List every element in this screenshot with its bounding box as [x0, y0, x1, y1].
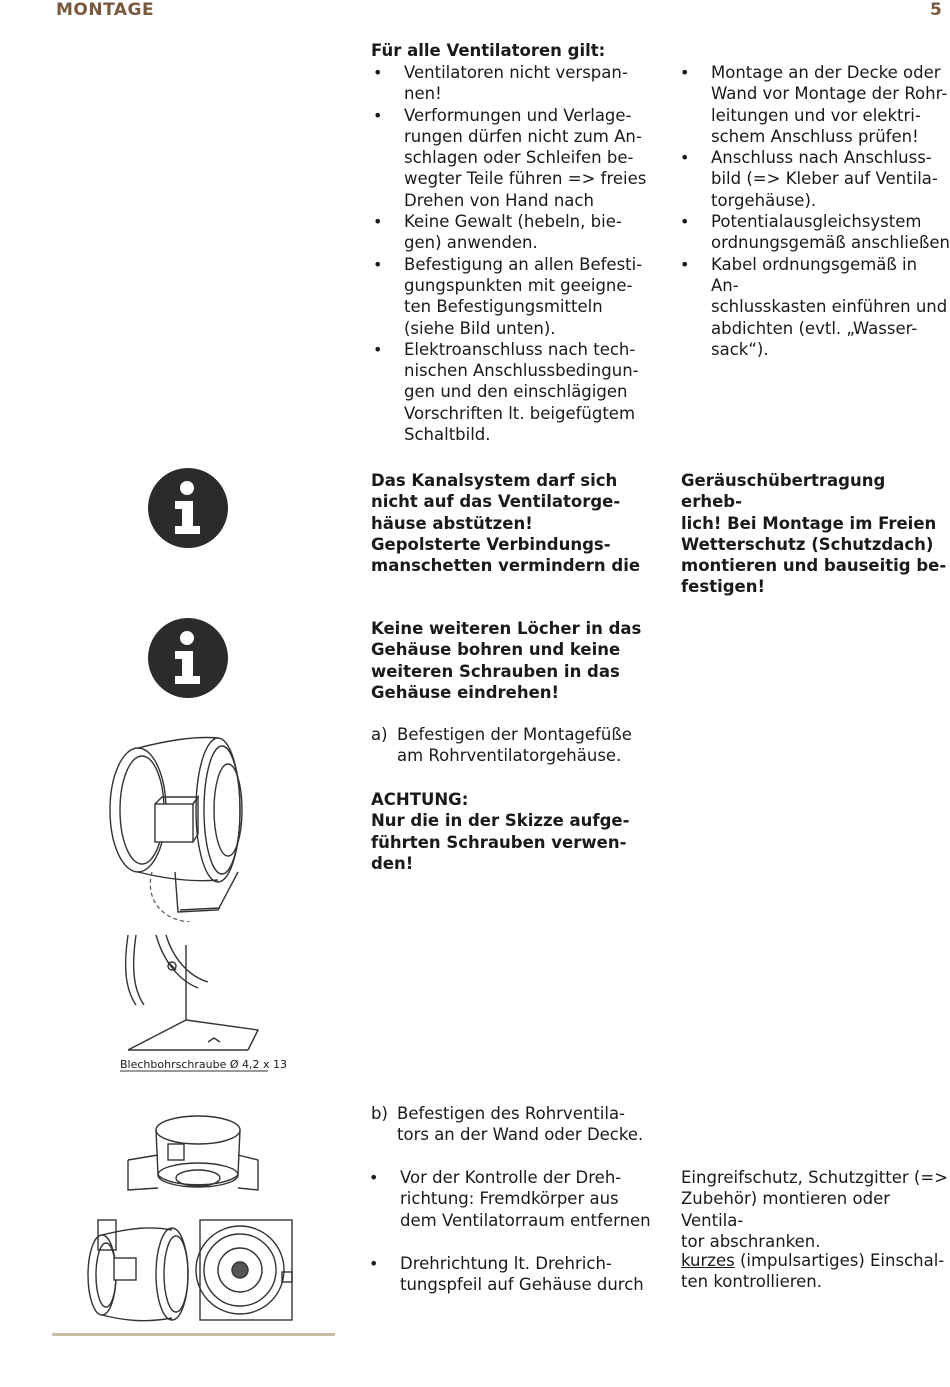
note2	[371, 618, 671, 703]
text-line: (siehe Bild unten).	[404, 318, 556, 338]
text-line: nicht auf das Ventilatorge-	[371, 492, 621, 512]
text-line: schlagen oder Schleifen be-	[404, 148, 634, 168]
text-line: richtung: Fremdkörper aus	[400, 1189, 619, 1209]
text-line: schem Anschluss prüfen!	[711, 126, 919, 146]
text-line: weiteren Schrauben in das	[371, 661, 620, 681]
text-line: ordnungsgemäß anschließen	[711, 233, 950, 253]
text-line: • Elektroanschluss nach tech-	[404, 339, 636, 359]
general-list-col2	[678, 62, 950, 360]
text-line: Vorschriften lt. beigefügtem	[404, 403, 636, 423]
text-line: bild (=> Kleber auf Ventila-	[711, 169, 938, 189]
note1-col2	[681, 470, 950, 598]
text-line: Eingreifschutz, Schutzgitter (=>	[681, 1168, 948, 1187]
fan-wall-mount-figure	[80, 1100, 300, 1330]
text-line: nischen Anschlussbedingun-	[404, 361, 639, 381]
text-line: Drehen von Hand nach	[404, 190, 594, 210]
text-line: tungspfeil auf Gehäuse durch	[400, 1275, 644, 1295]
text-line: gen und den einschlägigen	[404, 382, 628, 402]
text-line: Zubehör) montieren oder Ventila-	[681, 1189, 891, 1230]
text-line: montieren und bauseitig be-	[681, 556, 947, 576]
info-icon	[148, 618, 228, 698]
step-a	[371, 724, 671, 767]
text-line: Wand vor Montage der Rohr-	[711, 84, 948, 104]
text-line: • Kabel ordnungsgemäß in An-	[711, 254, 918, 295]
text-line: • Keine Gewalt (hebeln, bie-	[404, 212, 622, 232]
list-item	[371, 62, 661, 105]
text-line: • Anschluss nach Anschluss-	[711, 148, 932, 168]
text-line: wegter Teile führen => freies	[404, 169, 647, 189]
text-line: leitungen und vor elektri-	[711, 105, 921, 125]
text-line: am Rohrventilatorgehäuse.	[397, 746, 622, 766]
list-item	[371, 339, 661, 445]
text-line: Gehäuse bohren und keine	[371, 640, 621, 660]
text-line: tors an der Wand oder Decke.	[397, 1125, 644, 1145]
text-line: nen!	[404, 84, 442, 104]
screw-detail-figure	[108, 930, 268, 1075]
step-b-bullet-2	[364, 1253, 664, 1296]
text-line: • Befestigung an allen Befesti-	[404, 254, 643, 274]
list-item	[678, 254, 950, 360]
screw-label: Blechbohrschraube Ø 4,2 x 13	[120, 1058, 287, 1071]
step-b-marker: b)	[371, 1104, 388, 1123]
text-line: abdichten (evtl. „Wasser-	[711, 318, 918, 338]
text-line: gungspunkten mit geeigne-	[404, 275, 633, 295]
step-b-col2-para1	[681, 1167, 950, 1252]
text-line: torgehäuse).	[711, 190, 817, 210]
text-line: Das Kanalsystem darf sich	[371, 471, 618, 490]
step-b	[371, 1103, 671, 1146]
text-line: Geräuschübertragung erheb-	[681, 471, 886, 512]
text-line: festigen!	[681, 577, 766, 597]
step-a-warning	[371, 789, 671, 874]
list-item	[364, 1167, 664, 1231]
list-item	[678, 147, 950, 211]
text-line: • Vor der Kontrolle der Dreh-	[400, 1168, 622, 1187]
text-line: tor abschranken.	[681, 1231, 821, 1251]
text-line: den!	[371, 853, 414, 873]
text-line: ten Befestigungsmitteln	[404, 297, 603, 317]
text-line: führten Schrauben verwen-	[371, 832, 627, 852]
general-heading: Für alle Ventilatoren gilt:	[371, 41, 606, 60]
list-item	[678, 62, 950, 147]
text-line: dem Ventilatorraum entfernen	[400, 1210, 651, 1230]
text-line: Befestigen des Rohrventila-	[397, 1104, 626, 1123]
list-item	[678, 211, 950, 254]
text-line: gen) anwenden.	[404, 233, 538, 253]
text-line: Befestigen der Montagefüße	[397, 725, 632, 744]
text-line: Gehäuse eindrehen!	[371, 682, 560, 702]
step-b-bullet-1	[364, 1167, 664, 1231]
text-line: • Verformungen und Verlage-	[404, 105, 632, 125]
text-line: manschetten vermindern die	[371, 556, 641, 576]
page-number: 5	[930, 0, 942, 20]
step-a-marker: a)	[371, 725, 388, 744]
info-icon	[148, 468, 228, 548]
list-item	[371, 211, 661, 254]
list-item	[371, 254, 661, 339]
text-line: • Montage an der Decke oder	[711, 63, 941, 82]
text-line: Nur die in der Skizze aufge-	[371, 811, 630, 831]
text-line: rungen dürfen nicht zum An-	[404, 126, 642, 146]
list-item	[364, 1253, 664, 1296]
text-line: schlusskasten einführen und	[711, 297, 948, 317]
text-line: • Ventilatoren nicht verspan-	[404, 63, 628, 82]
text-line: • Drehrichtung lt. Drehrich-	[400, 1254, 612, 1273]
general-list-col1	[371, 62, 661, 445]
text-line: Keine weiteren Löcher in das	[371, 619, 642, 638]
warning-title: ACHTUNG:	[371, 790, 469, 809]
text-line: Wetterschutz (Schutzdach)	[681, 534, 934, 554]
step-b-col2-para2: kurzes (impulsartiges) Einschal- ten kontrollieren.	[681, 1251, 945, 1292]
footer-rule	[52, 1333, 335, 1336]
list-item	[371, 105, 661, 211]
text-line: sack“).	[711, 339, 769, 359]
text-line: Schaltbild.	[404, 425, 491, 445]
text-line: • Potentialausgleichsystem	[711, 212, 922, 232]
text-line: lich! Bei Montage im Freien	[681, 513, 937, 533]
note1-col1	[371, 470, 671, 576]
text-line: Gepolsterte Verbindungs-	[371, 534, 611, 554]
underlined-word: kurzes	[681, 1251, 735, 1270]
text-line: häuse abstützen!	[371, 513, 533, 533]
fan-mounting-foot-figure	[100, 722, 260, 922]
section-title: MONTAGE	[56, 0, 155, 20]
